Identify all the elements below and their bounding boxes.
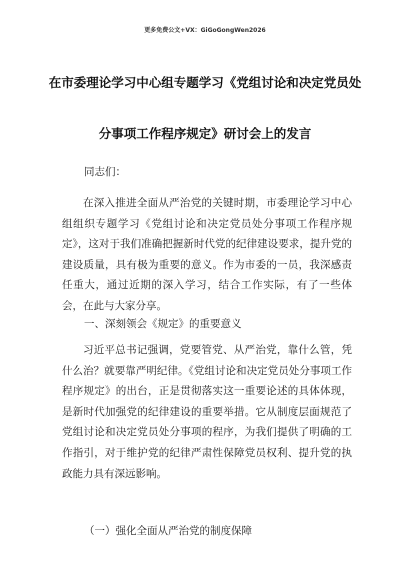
section-heading-1: 一、深刻领会《规定》的重要意义 — [84, 318, 242, 330]
paragraph-intro — [62, 193, 352, 317]
paragraph-intro-text: 在深入推进全面从严治党的关键时期，市委理论学习中心组组织专题学习《党组讨论和决定党员处分事项工作程序规定》，这对于我们准确把握新时代党的纪律建设要求，提升党的建设质量，具有极为重要的意义。作为市委的一员，我深感责任重大，通过近期的深入学习，结合工作实际，有了一些体会，在此与大家分享。 — [62, 197, 352, 312]
document-title-line-1: 在市委理论学习中心组专题学习《党组讨论和决定党员处 — [48, 75, 362, 90]
header-note: 更多免费公文+VX：GiGoGongWen2026 — [144, 27, 266, 34]
subsection-heading-1: （一）强化全面从严治党的制度保障 — [84, 525, 252, 537]
document-title-line-2: 分事项工作程序规定》研讨会上的发言 — [98, 126, 312, 141]
paragraph-significance-text: 习近平总书记强调，党要管党、从严治党，靠什么管，凭什么治？就要靠严明纪律。《党组讨论和决定党员处分事项工作程序规定》的出台，正是贯彻落实这一重要论述的具体体现，是新时代加强党的纪律建设的重要举措。它从制度层面规范了党组讨论和决定党员处分事项的程序，为我们提供了明确的工作指引，对于维护党的纪律严肃性保障党员权利、提升党的执政能力具有深远影响。 — [62, 344, 352, 480]
paragraph-significance — [62, 340, 352, 484]
salutation: 同志们： — [84, 166, 126, 178]
